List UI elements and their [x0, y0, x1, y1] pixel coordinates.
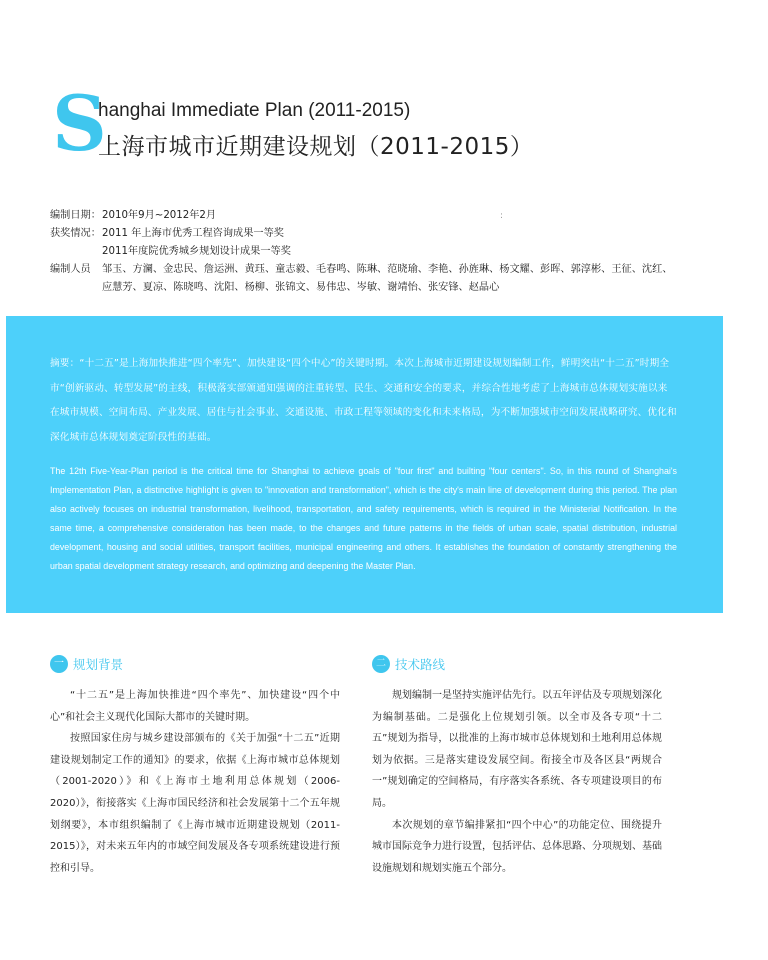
section-number-badge: 二 [372, 655, 390, 673]
section-heading [50, 655, 340, 673]
section-title: 规划背景 [73, 657, 124, 672]
section-title: 技术路线 [395, 657, 446, 672]
abstract-english: The 12th Five-Year-Plan period is the critical time for Shanghai to achieve goals of "four first" and builting "four centers". So, in this round of Shanghai's Implementation Plan, a distinctive highlight is given to "innovation and transformation", which is the city's main line of development during this period. The plan also actively focuses on industrial transformation, livelihood, transportation, and safety requirements, which is required in the Ministerial Notification. In the same time, a comprehensive consideration has been made, to the changes and future patterns in the fields of urban scale, spatial distribution, industrial development, housing and social utilities, transport facilities, municipal engineering and others. It establishes the foundation of constantly strengthening the urban spatial development strategy research, and optimizing and deepening the Master Plan. [50, 466, 677, 571]
abstract-chinese: 摘要：“十二五”是上海加快推进“四个率先”、加快建设“四个中心”的关键时期。本次上海城市近期建设规划编制工作，鲜明突出“十二五”时期全市“创新驱动、转型发展”的主线，积极落实部颁通知强调的注重转型、民生、交通和安全的要求，并综合性地考虑了上海城市总体规划实施以来在城市规模、空间布局、产业发展、居住与社会事业、交通设施、市政工程等领域的变化和未来格局，为不断加强城市空间发展战略研究、优化和深化城市总体规划奠定阶段性的基础。 [50, 358, 677, 443]
title-chinese: 上海市城市近期建设规划（2011-2015） [98, 134, 534, 160]
paragraph: 本次规划的章节编排紧扣“四个中心”的功能定位、围绕提升城市国际竞争力进行设置，包括评估、总体思路、分项规划、基础设施规划和规划实施五个部分。 [372, 819, 662, 874]
section-heading [372, 655, 662, 673]
paragraph: 规划编制一是坚持实施评估先行。以五年评估及专项规划深化为编制基础。二是强化上位规划引领。以全市及各专项“十二五”规划为指导，以批准的上海市城市总体规划和土地利用总体规划为依据。三是落实建设发展空间。衔接全市及各区县“两规合一”规划确定的空间格局，有序落实各系统、各专项建设项目的布局。 [372, 690, 662, 809]
meta-staff-row [50, 261, 710, 279]
staff-list-continued: 应慧芳、夏凉、陈晓鸣、沈阳、杨柳、张锦文、易伟忠、岑敏、谢靖怡、张安锋、赵晶心 [102, 282, 500, 293]
meta-date-row [50, 207, 710, 225]
abstract-panel [6, 316, 723, 613]
section-number-badge: 一 [50, 655, 68, 673]
staff-label: 编制人员 [50, 264, 91, 275]
staff-list: 邹玉、方澜、金忠民、詹运洲、黄珏、童志毅、毛春鸣、陈琳、范晓瑜、李艳、孙旌琳、杨文耀、彭晖、郭淳彬、王征、沈红、 [102, 264, 673, 275]
date-value: 2010年9月~2012年2月 [102, 210, 217, 221]
title-initial-letter: S [52, 79, 107, 168]
award-item: 2011 年上海市优秀工程咨询成果一等奖 [102, 228, 284, 239]
date-label: 编制日期： [50, 210, 101, 221]
section-planning-background [50, 655, 340, 879]
paragraph: 按照国家住房与城乡建设部颁布的《关于加强“十二五”近期建设规划制定工作的通知》的要求，依据《上海市城市总体规划（2001-2020）》和《上海市土地利用总体规划（2006-2020）》，衔接落实《上海市国民经济和社会发展第十二个五年规划纲要》，本市组织编制了《上海市城市近期建设规划（2011-2015）》，对未来五年内的市域空间发展及各专项系统建设进行预控和引导。 [50, 733, 340, 874]
award-label: 获奖情况： [50, 228, 101, 239]
stray-mark: : [500, 211, 504, 221]
award-item: 2011年度院优秀城乡规划设计成果一等奖 [102, 246, 291, 257]
project-meta [50, 207, 710, 297]
title-english: hanghai Immediate Plan (2011-2015) [98, 100, 411, 121]
paragraph: “十二五”是上海加快推进“四个率先”、加快建设“四个中心”和社会主义现代化国际大都市的关键时期。 [50, 690, 340, 723]
meta-award-row [50, 225, 710, 243]
section-technical-route [372, 655, 662, 879]
